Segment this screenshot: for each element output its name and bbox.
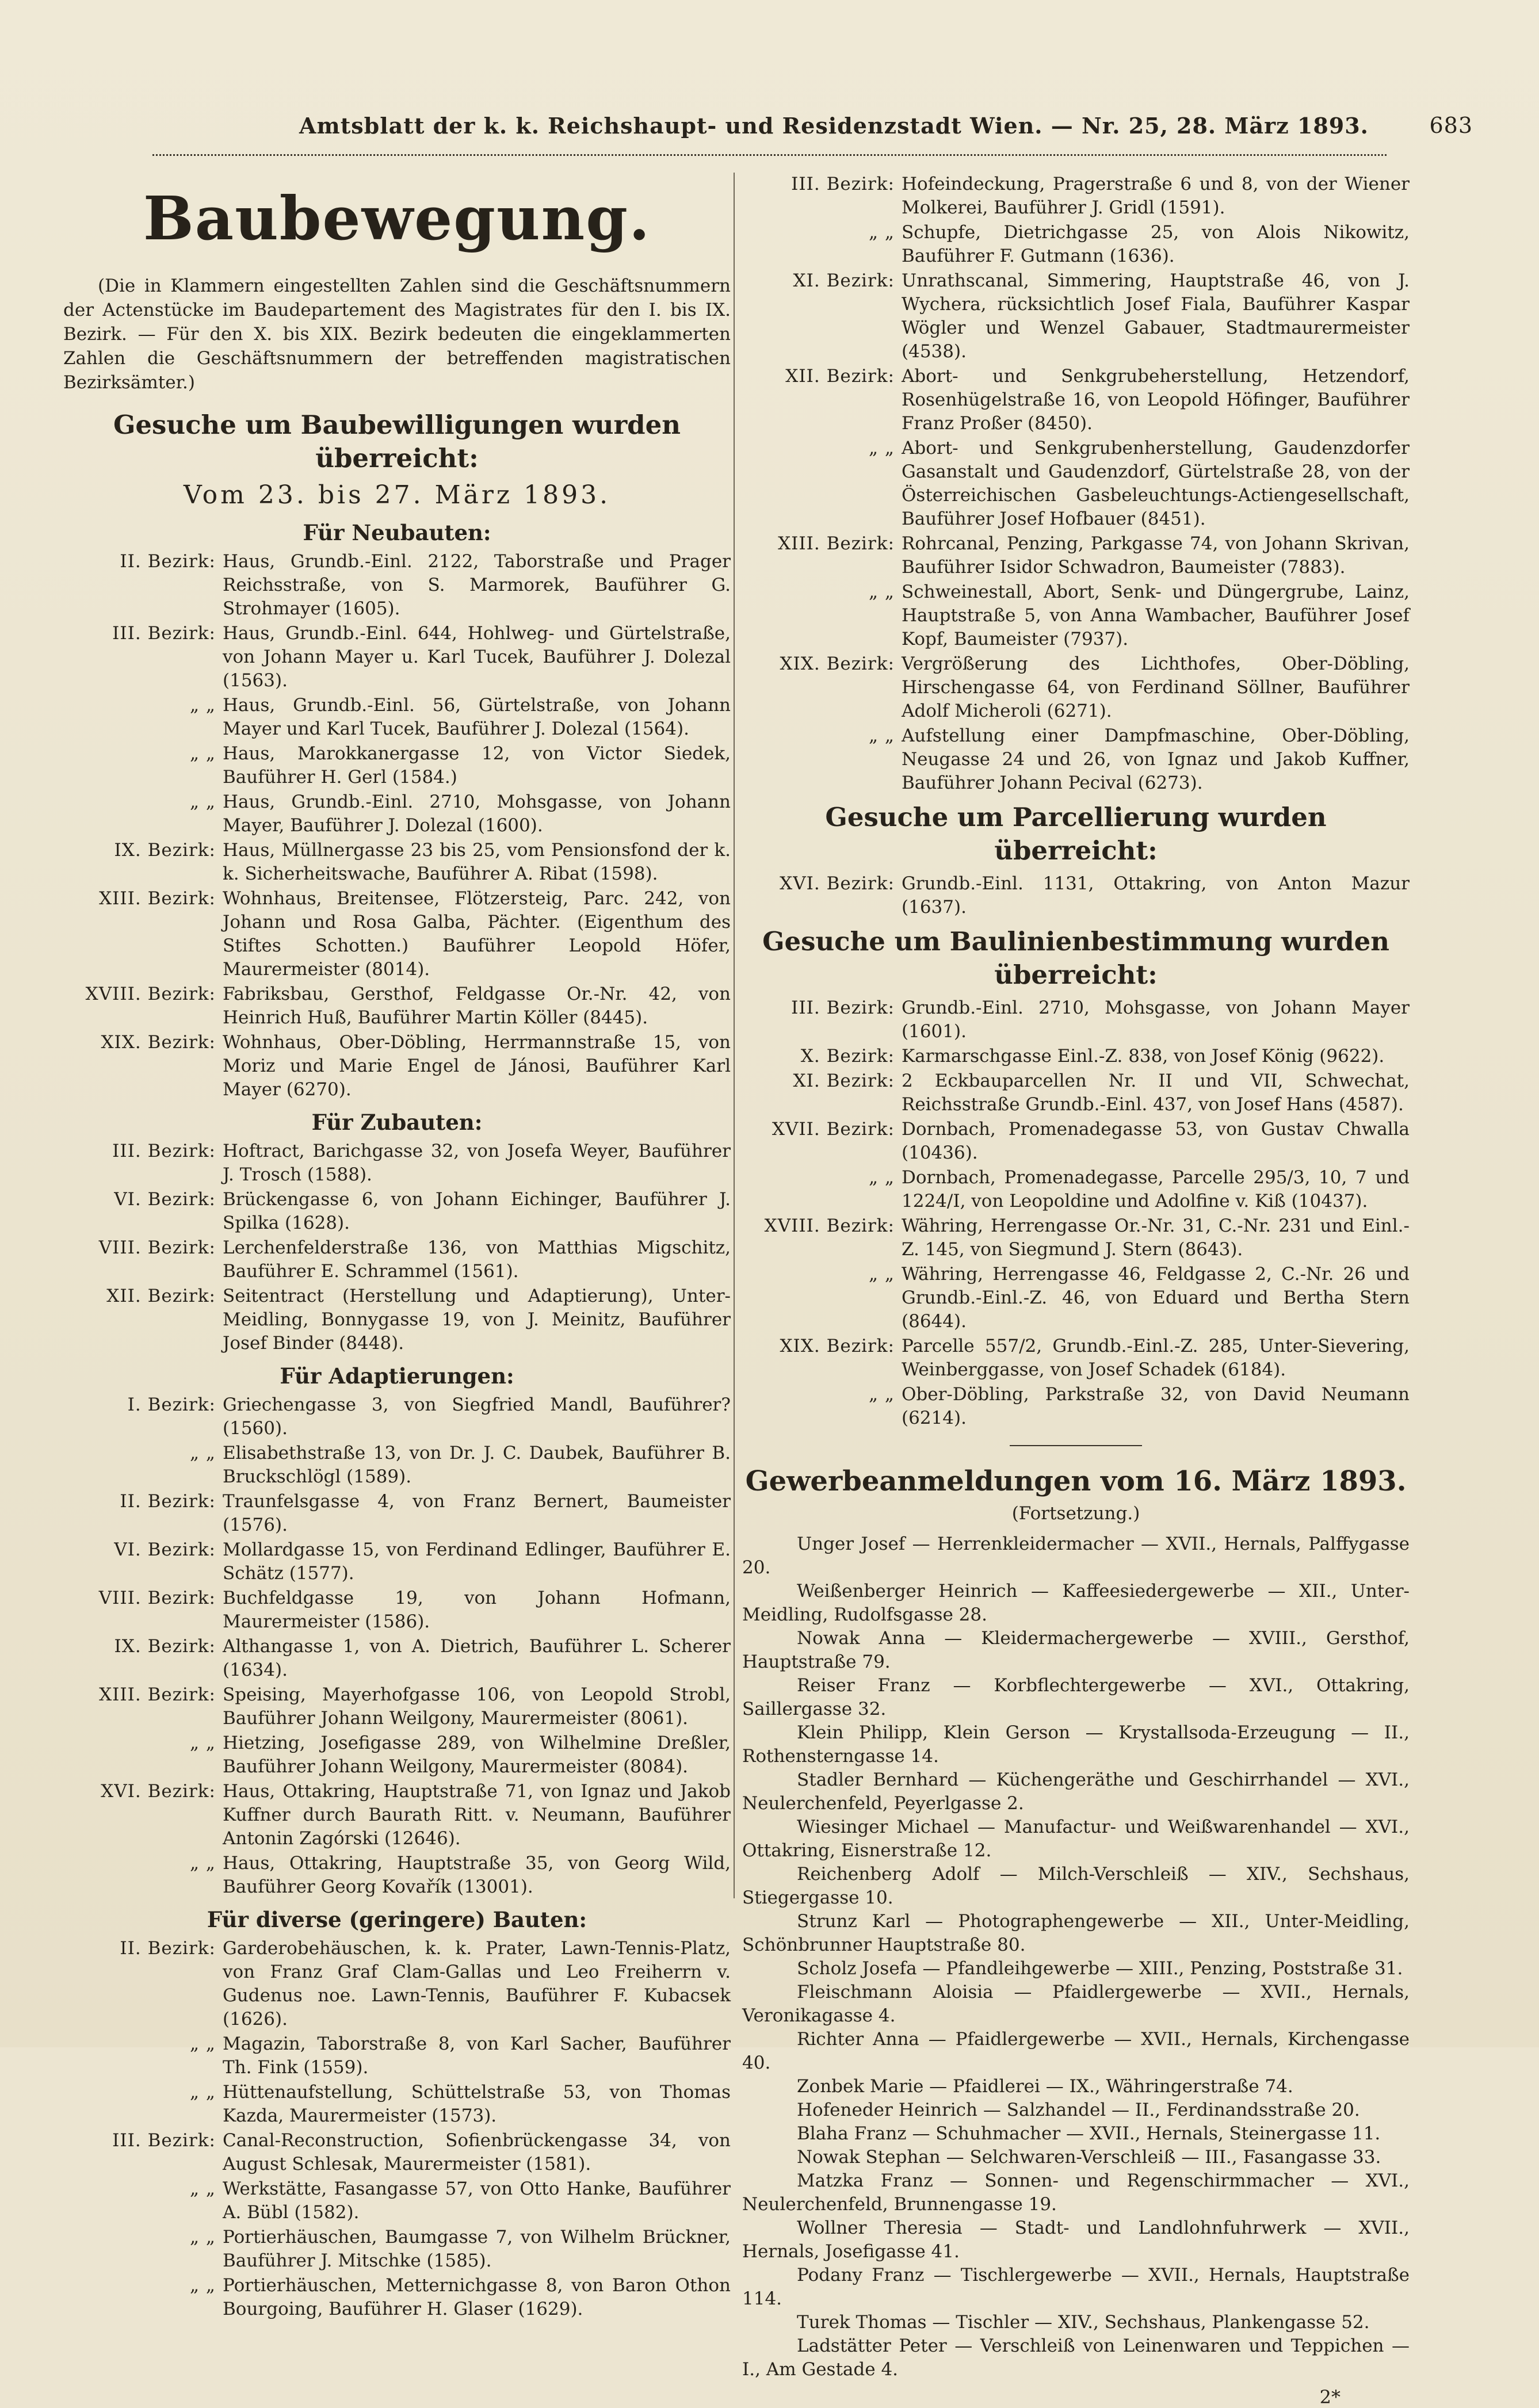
district-label: „ „ xyxy=(190,743,216,764)
subsection-title: Für Zubauten: xyxy=(311,1110,483,1135)
business-registration: Turek Thomas — Tischler — XIV., Sechshaus, Plankengasse 52. xyxy=(797,2312,1370,2333)
section-title: Baubewegung. xyxy=(143,183,651,254)
entry-text: Vergrößerung des Lichthofes, Ober-Döbling, Hirschengasse 64, von Ferdinand Söllner, Bauführer Adolf Micheroli (6271). xyxy=(902,653,1410,721)
business-registration: Blaha Franz — Schuhmacher — XVII., Hernals, Steinergasse 11. xyxy=(797,2123,1381,2144)
entry-text: Wohnhaus, Breitensee, Flötzersteig, Parc. 242, von Johann und Rosa Galba, Pächter. (Eigenthum des Stiftes Schotten.) Bauführer Leopold Höfer, Maurermeister (8014). xyxy=(223,888,731,980)
list-item xyxy=(742,173,1410,220)
entry-text: Haus, Grundb.-Einl. 2710, Mohsgasse, von Johann Mayer, Bauführer J. Dolezal (1600). xyxy=(223,792,731,836)
entry-text: Elisabethstraße 13, von Dr. J. C. Daubek, Bauführer B. Bruckschlögl (1589). xyxy=(223,1443,731,1487)
gewerbe-continuation: (Fortsetzung.) xyxy=(1011,1503,1140,1524)
business-registration: Matzka Franz — Sonnen- und Regenschirmmacher — XVI., Neulerchenfeld, Brunnengasse 19. xyxy=(742,2170,1410,2215)
list-item xyxy=(63,1683,731,1730)
district-label: II. Bezirk: xyxy=(120,1938,216,1959)
district-label: XVI. Bezirk: xyxy=(101,1781,216,1802)
business-registration: Fleischmann Aloisia — Pfaidlergewerbe — XVII., Hernals, Veronikagasse 4. xyxy=(742,1982,1410,2026)
entry-text: Haus, Grundb.-Einl. 56, Gürtelstraße, von Johann Mayer und Karl Tucek, Bauführer J. Dolezal (1564). xyxy=(223,695,731,739)
district-label: IX. Bezirk: xyxy=(114,840,216,861)
list-item xyxy=(63,1140,731,1187)
entry-text: Griechengasse 3, von Siegfried Mandl, Bauführer? (1560). xyxy=(223,1394,731,1439)
intro-note: (Die in Klammern eingestellten Zahlen sind die Geschäftsnummern der Actenstücke im Baudepartement des Magistrates für den I. bis IX. Bezirk. — Für den X. bis XIX. Bezirk bedeuten die eingeklammerten Zahlen die Geschäftsnummern der betreffenden magistratischen Bezirksämter.) xyxy=(63,276,731,393)
business-registration: Weißenberger Heinrich — Kaffeesiedergewerbe — XII., Unter-Meidling, Rudolfsgasse 28. xyxy=(742,1581,1410,1625)
business-registration: Wiesinger Michael — Manufactur- und Weißwarenhandel — XVI., Ottakring, Eisnerstraße 12. xyxy=(742,1817,1410,1861)
entry-text: Brückengasse 6, von Johann Eichinger, Bauführer J. Spilka (1628). xyxy=(223,1189,731,1233)
list-item xyxy=(742,1166,1410,1213)
district-label: „ „ xyxy=(190,2275,216,2296)
list-item xyxy=(742,221,1410,268)
business-registration: Klein Philipp, Klein Gerson — Krystallsoda-Erzeugung — II., Rothensterngasse 14. xyxy=(742,1722,1410,1767)
business-registration: Richter Anna — Pfaidlergewerbe — XVII., Hernals, Kirchengasse 40. xyxy=(742,2029,1410,2073)
list-item xyxy=(742,724,1410,795)
district-label: „ „ xyxy=(190,1443,216,1463)
district-label: „ „ xyxy=(190,2227,216,2248)
district-label: „ „ xyxy=(869,582,895,602)
entry-text: Speising, Mayerhofgasse 106, von Leopold Strobl, Bauführer Johann Weilgony, Maurermeister (8061). xyxy=(223,1684,731,1729)
entry-text: Hüttenaufstellung, Schüttelstraße 53, von Thomas Kazda, Maurermeister (1573). xyxy=(223,2082,731,2126)
entry-text: Grundb.-Einl. 2710, Mohsgasse, von Johann Mayer (1601). xyxy=(902,997,1410,1042)
list-item xyxy=(742,1069,1410,1117)
subsection-title: Für diverse (geringere) Bauten: xyxy=(207,1907,587,1932)
list-item xyxy=(742,269,1410,364)
list-item xyxy=(742,872,1410,919)
district-label: VI. Bezirk: xyxy=(114,1189,216,1210)
district-label: VIII. Bezirk: xyxy=(98,1588,216,1608)
district-label: „ „ xyxy=(869,438,895,458)
list-item xyxy=(63,1852,731,1899)
list-item xyxy=(63,1490,731,1537)
entry-text: Währing, Herrengasse Or.-Nr. 31, C.-Nr. 231 und Einl.-Z. 145, von Siegmund J. Stern (8643). xyxy=(902,1216,1410,1260)
entry-text: 2 Eckbauparcellen Nr. II und VII, Schwechat, Reichsstraße Grundb.-Einl. 437, von Josef Hans (4587). xyxy=(902,1071,1410,1115)
entry-text: Unrathscanal, Simmering, Hauptstraße 46, von J. Wychera, rücksichtlich Josef Fiala, Bauführer Kaspar Wögler und Wenzel Gabauer, Stadtmaurermeister (4538). xyxy=(902,270,1410,362)
business-registration: Podany Franz — Tischlergewerbe — XVII., Hernals, Hauptstraße 114. xyxy=(742,2265,1410,2309)
district-label: III. Bezirk: xyxy=(791,997,895,1018)
list-item xyxy=(63,1538,731,1585)
district-label: III. Bezirk: xyxy=(112,1141,216,1161)
list-item xyxy=(63,2274,731,2321)
entry-text: Garderobehäuschen, k. k. Prater, Lawn-Tennis-Platz, von Franz Graf Clam-Gallas und Leo Freiherrn v. Gudenus noe. Lawn-Tennis, Bauführer F. Kubacsek (1626). xyxy=(223,1938,731,2029)
list-item xyxy=(63,839,731,886)
business-registration: Nowak Anna — Kleidermachergewerbe — XVIII., Gersthof, Hauptstraße 79. xyxy=(742,1628,1410,1672)
district-label: „ „ xyxy=(190,2082,216,2103)
entry-text: Hietzing, Josefigasse 289, von Wilhelmine Dreßler, Bauführer Johann Weilgony, Maurermeister (8084). xyxy=(223,1733,731,1777)
list-item xyxy=(742,996,1410,1044)
list-item xyxy=(63,1031,731,1102)
district-label: X. Bezirk: xyxy=(800,1046,895,1067)
district-label: XIII. Bezirk: xyxy=(99,1684,216,1705)
district-label: XI. Bezirk: xyxy=(793,270,895,291)
district-label: „ „ xyxy=(190,1733,216,1753)
entry-text: Althangasse 1, von A. Dietrich, Bauführer L. Scherer (1634). xyxy=(223,1636,731,1680)
list-item xyxy=(63,1937,731,2031)
district-label: „ „ xyxy=(190,1853,216,1874)
district-label: III. Bezirk: xyxy=(112,623,216,644)
entry-text: Haus, Ottakring, Hauptstraße 35, von Georg Wild, Bauführer Georg Kovařík (13001). xyxy=(223,1853,731,1897)
list-item xyxy=(63,694,731,741)
district-label: „ „ xyxy=(869,1384,895,1405)
district-label: IX. Bezirk: xyxy=(114,1636,216,1657)
business-registration: Scholz Josefa — Pfandleihgewerbe — XIII., Penzing, Poststraße 31. xyxy=(797,1958,1403,1979)
section-separator xyxy=(1010,1445,1142,1446)
parcellierung-heading: Gesuche um Parcellierung wurden überreicht: xyxy=(825,802,1327,866)
district-label: XIII. Bezirk: xyxy=(99,888,216,909)
entry-text: Werkstätte, Fasangasse 57, von Otto Hanke, Bauführer A. Bübl (1582). xyxy=(223,2178,731,2223)
district-label: II. Bezirk: xyxy=(120,1491,216,1512)
continuation-entries xyxy=(742,173,1410,795)
list-item xyxy=(742,1214,1410,1262)
list-item xyxy=(63,1393,731,1440)
list-item xyxy=(63,1285,731,1355)
district-label: II. Bezirk: xyxy=(120,551,216,572)
district-label: XII. Bezirk: xyxy=(106,1286,216,1306)
entry-text: Buchfeldgasse 19, von Johann Hofmann, Maurermeister (1586). xyxy=(223,1588,731,1632)
district-label: XI. Bezirk: xyxy=(793,1071,895,1091)
district-label: „ „ xyxy=(869,1167,895,1188)
column-divider xyxy=(734,173,735,1898)
business-registration: Stadler Bernhard — Küchengeräthe und Geschirrhandel — XVI., Neulerchenfeld, Peyerlgasse 2. xyxy=(742,1769,1410,1814)
list-item xyxy=(742,1263,1410,1333)
entry-text: Seitentract (Herstellung und Adaptierung), Unter-Meidling, Bonnygasse 19, von J. Meinitz, Bauführer Josef Binder (8448). xyxy=(223,1286,731,1354)
list-item xyxy=(63,1635,731,1682)
district-label: „ „ xyxy=(190,2178,216,2199)
list-item xyxy=(63,1236,731,1283)
list-item xyxy=(742,652,1410,723)
business-registration: Unger Josef — Herrenkleidermacher — XVII., Hernals, Palffygasse 20. xyxy=(742,1534,1410,1578)
list-item xyxy=(63,1587,731,1634)
gewerbe-title: Gewerbeanmeldungen vom 16. März 1893. xyxy=(745,1465,1407,1497)
list-item xyxy=(742,365,1410,435)
district-label: XIX. Bezirk: xyxy=(780,1336,895,1356)
header-title: Amtsblatt der k. k. Reichshaupt- und Residenzstadt Wien. — Nr. 25, 28. März 1893. xyxy=(299,113,1369,139)
district-label: XVII. Bezirk: xyxy=(772,1119,895,1140)
list-item xyxy=(63,1732,731,1779)
business-registration: Strunz Karl — Photographengewerbe — XII., Unter-Meidling, Schönbrunner Hauptstraße 80. xyxy=(742,1911,1410,1955)
baubewilligung-sections xyxy=(63,519,731,2321)
entry-text: Mollardgasse 15, von Ferdinand Edlinger, Bauführer E. Schätz (1577). xyxy=(223,1539,731,1584)
list-item xyxy=(742,1335,1410,1382)
list-item xyxy=(63,887,731,981)
list-item xyxy=(742,437,1410,531)
district-label: „ „ xyxy=(869,1264,895,1285)
page-number: 683 xyxy=(1429,113,1473,138)
left-column xyxy=(63,173,731,2322)
district-label: XIX. Bezirk: xyxy=(780,653,895,674)
district-label: XVIII. Bezirk: xyxy=(85,984,216,1004)
entry-text: Portierhäuschen, Metternichgasse 8, von Baron Othon Bourgoing, Bauführer H. Glaser (1629). xyxy=(223,2275,731,2319)
page-header xyxy=(299,113,1473,147)
entry-text: Haus, Grundb.-Einl. 2122, Taborstraße und Prager Reichsstraße, von S. Marmorek, Bauführer G. Strohmayer (1605). xyxy=(223,551,731,619)
list-item xyxy=(63,1188,731,1235)
entry-text: Haus, Ottakring, Hauptstraße 71, von Ignaz und Jakob Kuffner durch Baurath Ritt. v. Neumann, Bauführer Antonin Zagórski (12646). xyxy=(223,1781,731,1849)
entry-text: Hofeindeckung, Pragerstraße 6 und 8, von der Wiener Molkerei, Bauführer J. Gridl (1591). xyxy=(902,174,1410,218)
list-item xyxy=(63,1780,731,1851)
list-item xyxy=(742,1383,1410,1430)
header-rule xyxy=(152,154,1387,162)
baulinien-entries xyxy=(742,996,1410,1430)
entry-text: Fabriksbau, Gersthof, Feldgasse Or.-Nr. 42, von Heinrich Huß, Bauführer Martin Köller (8445). xyxy=(223,984,731,1028)
subsection-title: Für Adaptierungen: xyxy=(280,1363,514,1389)
list-item xyxy=(63,622,731,693)
list-item xyxy=(63,790,731,838)
entry-text: Karmarschgasse Einl.-Z. 838, von Josef König (9622). xyxy=(902,1046,1385,1067)
district-label: VIII. Bezirk: xyxy=(98,1237,216,1258)
business-registration: Reichenberg Adolf — Milch-Verschleiß — XIV., Sechshaus, Stiegergasse 10. xyxy=(742,1864,1410,1908)
district-label: XIX. Bezirk: xyxy=(101,1032,216,1053)
right-column xyxy=(742,173,1410,2408)
district-label: XVIII. Bezirk: xyxy=(764,1216,895,1236)
entry-text: Aufstellung einer Dampfmaschine, Ober-Döbling, Neugasse 24 und 26, von Ignaz und Jakob Kuffner, Bauführer Johann Pecival (6273). xyxy=(902,725,1410,793)
list-item xyxy=(63,2226,731,2273)
entry-text: Rohrcanal, Penzing, Parkgasse 74, von Johann Skrivan, Bauführer Isidor Schwadron, Baumeister (7883). xyxy=(902,533,1410,578)
entry-text: Schupfe, Dietrichgasse 25, von Alois Nikowitz, Bauführer F. Gutmann (1636). xyxy=(902,222,1410,266)
entry-text: Parcelle 557/2, Grundb.-Einl.-Z. 285, Unter-Sievering, Weinberggasse, von Josef Schadek (6184). xyxy=(902,1336,1410,1380)
entry-text: Grundb.-Einl. 1131, Ottakring, von Anton Mazur (1637). xyxy=(902,873,1410,918)
district-label: XVI. Bezirk: xyxy=(780,873,895,894)
date-range: Vom 23. bis 27. März 1893. xyxy=(183,480,611,510)
district-label: XII. Bezirk: xyxy=(785,366,895,387)
district-label: XIII. Bezirk: xyxy=(778,533,895,554)
district-label: I. Bezirk: xyxy=(127,1394,216,1415)
subsection-title: Für Neubauten: xyxy=(303,520,491,545)
district-label: „ „ xyxy=(869,725,895,746)
district-label: III. Bezirk: xyxy=(112,2130,216,2151)
business-registration: Nowak Stephan — Selchwaren-Verschleiß — III., Fasangasse 33. xyxy=(797,2147,1381,2168)
district-label: „ „ xyxy=(190,2034,216,2054)
entry-text: Traunfelsgasse 4, von Franz Bernert, Baumeister (1576). xyxy=(223,1491,731,1535)
list-item xyxy=(742,580,1410,651)
list-item xyxy=(63,2032,731,2080)
entry-text: Hoftract, Barichgasse 32, von Josefa Weyer, Bauführer J. Trosch (1588). xyxy=(223,1141,731,1185)
business-registration: Zonbek Marie — Pfaidlerei — IX., Währingerstraße 74. xyxy=(797,2076,1293,2097)
list-item xyxy=(742,532,1410,579)
entry-text: Magazin, Taborstraße 8, von Karl Sacher, Bauführer Th. Fink (1559). xyxy=(223,2034,731,2078)
baubewilligung-heading: Gesuche um Baubewilligungen wurden überreicht: xyxy=(113,410,681,473)
entry-text: Haus, Grundb.-Einl. 644, Hohlweg- und Gürtelstraße, von Johann Mayer u. Karl Tucek, Bauführer J. Dolezal (1563). xyxy=(223,623,731,691)
entry-text: Haus, Müllnergasse 23 bis 25, vom Pensionsfond der k. k. Sicherheitswache, Bauführer A. Ribat (1598). xyxy=(223,840,731,884)
district-label: VI. Bezirk: xyxy=(114,1539,216,1560)
business-registration: Reiser Franz — Korbflechtergewerbe — XVI., Ottakring, Saillergasse 32. xyxy=(742,1675,1410,1719)
list-item xyxy=(63,1442,731,1489)
entry-text: Dornbach, Promenadegasse 53, von Gustav Chwalla (10436). xyxy=(902,1119,1410,1163)
business-registration: Wollner Theresia — Stadt- und Landlohnfuhrwerk — XVII., Hernals, Josefigasse 41. xyxy=(742,2218,1410,2262)
district-label: „ „ xyxy=(190,695,216,716)
list-item xyxy=(63,2129,731,2176)
entry-text: Haus, Marokkanergasse 12, von Victor Siedek, Bauführer H. Gerl (1584.) xyxy=(223,743,731,788)
parcellierung-entries xyxy=(742,872,1410,919)
gewerbe-entries xyxy=(742,1532,1410,2382)
list-item xyxy=(63,550,731,621)
entry-text: Abort- und Senkgrubenherstellung, Gaudenzdorfer Gasanstalt und Gaudenzdorf, Gürtelstraße 28, von der Österreichischen Gasbeleuchtungs-Actiengesellschaft, Bauführer Josef Hofbauer (8451). xyxy=(902,438,1410,529)
entry-text: Canal-Reconstruction, Sofienbrückengasse 34, von August Schlesak, Maurermeister (1581). xyxy=(223,2130,731,2174)
entry-text: Ober-Döbling, Parkstraße 32, von David Neumann (6214). xyxy=(902,1384,1410,1428)
business-registration: Hofeneder Heinrich — Salzhandel — II., Ferdinandsstraße 20. xyxy=(797,2100,1360,2120)
business-registration: Ladstätter Peter — Verschleiß von Leinenwaren und Teppichen — I., Am Gestade 4. xyxy=(742,2336,1410,2380)
list-item xyxy=(742,1045,1410,1068)
signature-mark: 2* xyxy=(1319,2386,1341,2408)
entry-text: Lerchenfelderstraße 136, von Matthias Migschitz, Bauführer E. Schrammel (1561). xyxy=(223,1237,731,1282)
baulinien-heading: Gesuche um Baulinienbestimmung wurden überreicht: xyxy=(762,926,1389,990)
list-item xyxy=(63,2177,731,2224)
list-item xyxy=(63,2081,731,2128)
entry-text: Abort- und Senkgrubeherstellung, Hetzendorf, Rosenhügelstraße 16, von Leopold Höfinger, Bauführer Franz Proßer (8450). xyxy=(902,366,1410,434)
district-label: „ „ xyxy=(869,222,895,243)
entry-text: Dornbach, Promenadegasse, Parcelle 295/3, 10, 7 und 1224/I, von Leopoldine und Adolfine v. Kiß (10437). xyxy=(902,1167,1410,1211)
entry-text: Portierhäuschen, Baumgasse 7, von Wilhelm Brückner, Bauführer J. Mitschke (1585). xyxy=(223,2227,731,2271)
entry-text: Währing, Herrengasse 46, Feldgasse 2, C.-Nr. 26 und Grundb.-Einl.-Z. 46, von Eduard und Bertha Stern (8644). xyxy=(902,1264,1410,1332)
list-item xyxy=(742,1118,1410,1165)
list-item xyxy=(63,742,731,789)
district-label: „ „ xyxy=(190,792,216,812)
entry-text: Schweinestall, Abort, Senk- und Düngergrube, Lainz, Hauptstraße 5, von Anna Wambacher, Bauführer Josef Kopf, Baumeister (7937). xyxy=(902,582,1410,649)
district-label: III. Bezirk: xyxy=(791,174,895,194)
entry-text: Wohnhaus, Ober-Döbling, Herrmannstraße 15, von Moriz und Marie Engel de Jánosi, Bauführer Karl Mayer (6270). xyxy=(223,1032,731,1100)
list-item xyxy=(63,983,731,1030)
